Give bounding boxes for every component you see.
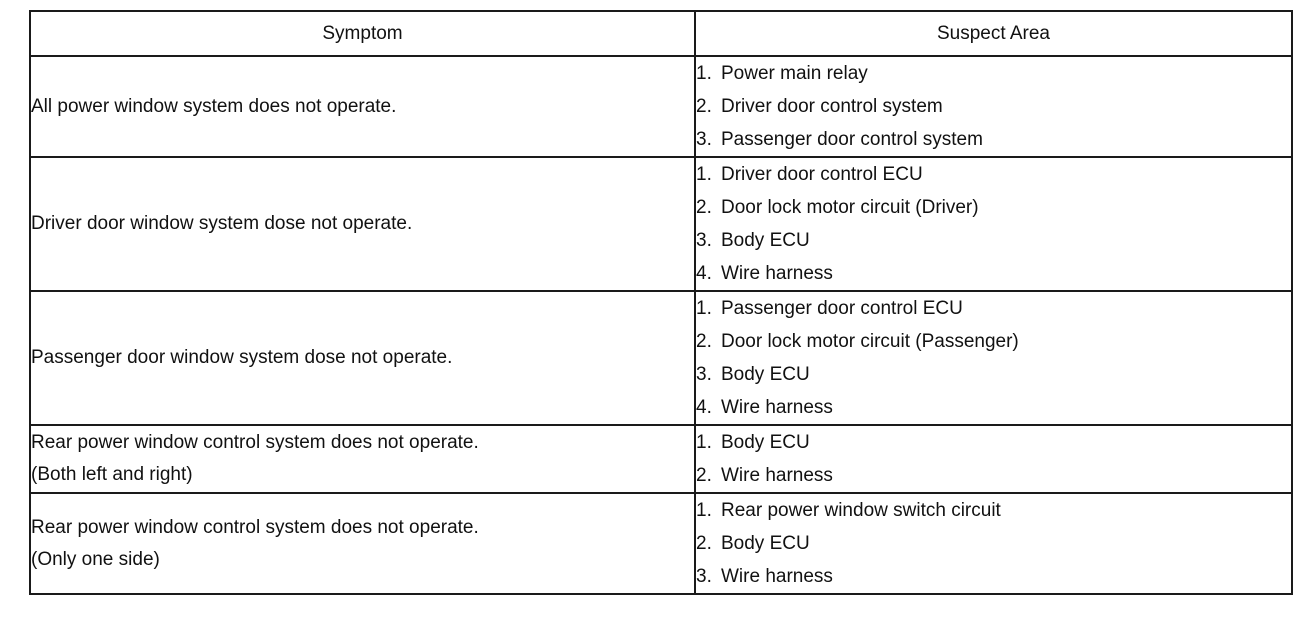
suspect-item xyxy=(696,325,1291,358)
suspect-text: Driver door control ECU xyxy=(721,164,923,185)
suspect-number: 2. xyxy=(696,331,712,352)
suspect-text: Wire harness xyxy=(721,566,833,587)
suspect-number: 2. xyxy=(696,465,712,486)
symptom-text: (Only one side) xyxy=(31,548,160,570)
suspect-number: 1. xyxy=(696,164,712,185)
suspect-text: Body ECU xyxy=(721,230,810,251)
suspect-item xyxy=(696,224,1291,257)
suspect-item xyxy=(696,426,1291,459)
suspect-list xyxy=(696,426,1291,492)
suspect-number: 4. xyxy=(696,397,712,418)
suspect-number: 1. xyxy=(696,63,712,84)
suspect-area-header: Suspect Area xyxy=(695,11,1292,56)
symptom-cell xyxy=(30,157,695,291)
suspect-area-cell xyxy=(695,493,1292,594)
suspect-text: Driver door control system xyxy=(721,96,943,117)
suspect-number: 2. xyxy=(696,96,712,117)
suspect-area-cell xyxy=(695,291,1292,425)
symptom-text: (Both left and right) xyxy=(31,464,193,485)
suspect-area-cell xyxy=(695,425,1292,493)
suspect-text: Wire harness xyxy=(721,397,833,418)
table-row xyxy=(30,157,1292,291)
suspect-item xyxy=(696,292,1291,325)
suspect-number: 2. xyxy=(696,197,712,218)
suspect-text: Body ECU xyxy=(721,432,810,453)
suspect-number: 3. xyxy=(696,566,712,587)
symptom-table xyxy=(29,10,1293,595)
suspect-number: 1. xyxy=(696,500,712,521)
symptom-text: All power window system does not operate. xyxy=(31,95,397,117)
table-row xyxy=(30,291,1292,425)
suspect-item xyxy=(696,57,1291,90)
suspect-number: 3. xyxy=(696,230,712,251)
suspect-text: Body ECU xyxy=(721,533,810,554)
suspect-number: 2. xyxy=(696,533,712,554)
suspect-item xyxy=(696,358,1291,391)
suspect-text: Body ECU xyxy=(721,364,810,385)
suspect-text: Power main relay xyxy=(721,63,868,84)
suspect-text: Wire harness xyxy=(721,263,833,284)
suspect-number: 4. xyxy=(696,263,712,284)
suspect-list xyxy=(696,57,1291,156)
symptom-text: Rear power window control system does not operate. xyxy=(31,432,479,453)
suspect-number: 3. xyxy=(696,129,712,150)
suspect-area-cell xyxy=(695,56,1292,157)
symptom-cell xyxy=(30,493,695,594)
suspect-text: Door lock motor circuit (Driver) xyxy=(721,197,979,218)
suspect-text: Rear power window switch circuit xyxy=(721,500,1001,521)
suspect-number: 3. xyxy=(696,364,712,385)
suspect-list xyxy=(696,292,1291,424)
table-body xyxy=(30,56,1292,594)
suspect-item xyxy=(696,191,1291,224)
suspect-item xyxy=(696,90,1291,123)
suspect-text: Wire harness xyxy=(721,465,833,486)
suspect-text: Door lock motor circuit (Passenger) xyxy=(721,331,1019,352)
suspect-area-cell xyxy=(695,157,1292,291)
table-row xyxy=(30,493,1292,594)
symptom-text: Rear power window control system does not operate. xyxy=(31,516,479,538)
table-row xyxy=(30,56,1292,157)
symptom-header: Symptom xyxy=(30,11,695,56)
symptom-cell xyxy=(30,56,695,157)
suspect-item xyxy=(696,158,1291,191)
suspect-item xyxy=(696,459,1291,492)
suspect-text: Passenger door control system xyxy=(721,129,983,150)
suspect-item xyxy=(696,560,1291,593)
suspect-item xyxy=(696,123,1291,156)
suspect-list xyxy=(696,494,1291,593)
symptom-text: Driver door window system dose not operate. xyxy=(31,213,413,234)
suspect-item xyxy=(696,494,1291,527)
suspect-list xyxy=(696,158,1291,290)
table-row xyxy=(30,425,1292,493)
suspect-number: 1. xyxy=(696,432,712,453)
suspect-text: Passenger door control ECU xyxy=(721,298,963,319)
symptom-text: Passenger door window system dose not operate. xyxy=(31,347,453,368)
suspect-item xyxy=(696,527,1291,560)
symptom-cell xyxy=(30,291,695,425)
symptom-cell xyxy=(30,425,695,493)
suspect-item xyxy=(696,257,1291,290)
suspect-item xyxy=(696,391,1291,424)
header-row xyxy=(30,11,1292,56)
suspect-number: 1. xyxy=(696,298,712,319)
